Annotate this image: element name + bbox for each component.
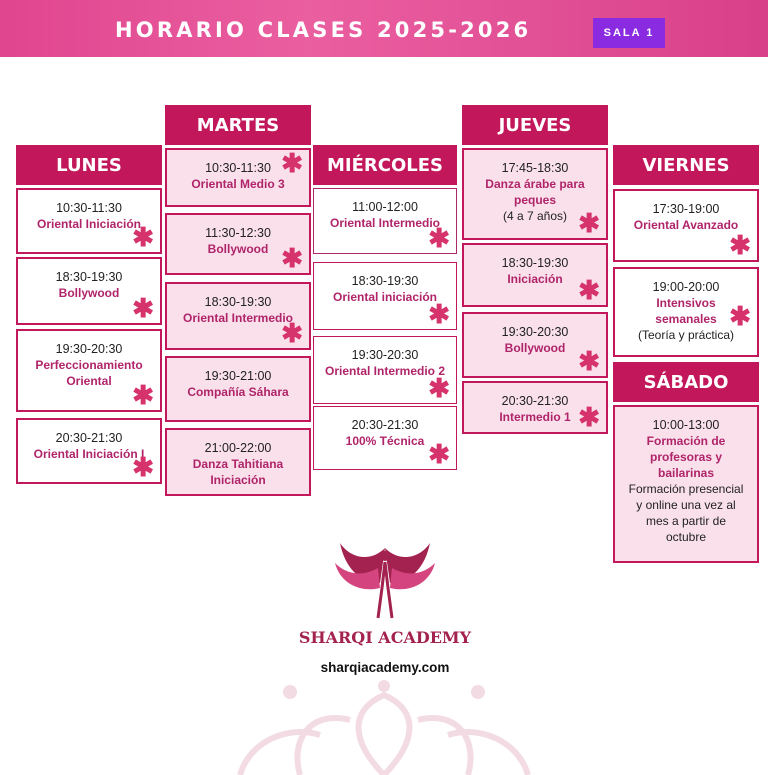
class-card: [462, 243, 608, 307]
class-card: [16, 257, 162, 325]
class-time: 10:00-13:00: [652, 418, 720, 432]
brand-name: SHARQI ACADEMY: [298, 628, 472, 647]
asterisk-star-icon: ✱: [281, 243, 303, 273]
day-header-martes: MARTES: [165, 105, 311, 145]
class-name: 100% Técnica: [345, 434, 425, 448]
asterisk-star-icon: ✱: [729, 230, 751, 260]
day-column-jueves: [462, 105, 608, 145]
class-card: [165, 213, 311, 275]
class-name: Iniciación: [507, 272, 563, 286]
class-card: [613, 189, 759, 262]
asterisk-star-icon: ✱: [281, 318, 303, 348]
room-badge: SALA 1: [593, 18, 665, 48]
asterisk-star-icon: ✱: [578, 402, 600, 432]
class-card: [313, 406, 457, 470]
asterisk-star-icon: ✱: [132, 293, 154, 323]
class-name: Oriental iniciación: [332, 290, 438, 304]
asterisk-star-icon: ✱: [132, 222, 154, 252]
class-name: Bollywood: [207, 242, 269, 256]
day-column-viernes: [613, 145, 759, 185]
class-card: [16, 418, 162, 484]
asterisk-star-icon: ✱: [428, 223, 450, 253]
class-name: Oriental Intermedio: [329, 216, 441, 230]
class-time: 18:30-19:30: [55, 270, 123, 284]
class-time: 19:00-20:00: [652, 280, 720, 294]
class-name: Perfeccionamiento Oriental: [35, 358, 143, 388]
class-time: 18:30-19:30: [501, 256, 569, 270]
asterisk-star-icon: ✱: [428, 373, 450, 403]
asterisk-star-icon: ✱: [281, 148, 303, 178]
class-card: [462, 312, 608, 378]
class-name: Oriental Intermedio 2: [324, 364, 446, 378]
class-card: [16, 329, 162, 412]
class-name: Oriental Iniciación: [36, 217, 142, 231]
class-card: [462, 381, 608, 434]
class-name: Oriental Iniciación I: [33, 447, 145, 461]
class-name: Danza Tahitiana Iniciación: [192, 457, 284, 487]
class-card: [165, 148, 311, 207]
class-card: [313, 188, 457, 254]
class-time: 18:30-19:30: [204, 295, 272, 309]
class-card: [462, 148, 608, 240]
class-card: [313, 336, 457, 404]
class-time: 19:30-20:30: [55, 342, 123, 356]
class-time: 19:30-20:30: [351, 348, 419, 362]
asterisk-star-icon: ✱: [729, 301, 751, 331]
class-card: [16, 188, 162, 254]
day-header-viernes: VIERNES: [613, 145, 759, 185]
page-title: HORARIO CLASES 2025-2026: [115, 18, 532, 42]
website-link[interactable]: sharqiacademy.com: [320, 660, 450, 675]
class-card: [165, 356, 311, 422]
class-time: 20:30-21:30: [501, 394, 569, 408]
day-column-lunes: [16, 145, 162, 185]
class-card: [613, 267, 759, 357]
asterisk-star-icon: ✱: [428, 299, 450, 329]
class-card: [313, 262, 457, 330]
class-time: 20:30-21:30: [55, 431, 123, 445]
class-time: 10:30-11:30: [205, 161, 271, 175]
class-name: Oriental Avanzado: [633, 218, 739, 232]
class-name: Danza árabe para peques: [485, 177, 585, 207]
class-name: Bollywood: [58, 286, 120, 300]
class-name: Oriental Medio 3: [191, 177, 285, 191]
asterisk-star-icon: ✱: [132, 380, 154, 410]
asterisk-star-icon: ✱: [578, 275, 600, 305]
class-time: 11:30-12:30: [205, 226, 271, 240]
class-note: (Teoría y práctica): [637, 328, 735, 342]
day-column-miercoles: [313, 145, 457, 185]
class-name: Compañía Sáhara: [187, 385, 289, 399]
mandala-decoration: [200, 680, 568, 775]
class-name: Intensivos semanales: [655, 296, 717, 326]
day-column-martes: [165, 105, 311, 145]
class-time: 17:30-19:00: [652, 202, 720, 216]
header-banner: [0, 0, 768, 57]
class-note: Formación presencial y online una vez al mes a partir de octubre: [628, 482, 744, 544]
class-time: 19:30-21:00: [204, 369, 272, 383]
class-time: 20:30-21:30: [351, 418, 419, 432]
class-note: (4 a 7 años): [502, 209, 568, 223]
asterisk-star-icon: ✱: [578, 208, 600, 238]
day-header-sabado: SÁBADO: [613, 362, 759, 402]
class-card: [165, 428, 311, 496]
class-card: [613, 405, 759, 563]
class-time: 19:30-20:30: [501, 325, 569, 339]
class-time: 17:45-18:30: [501, 161, 569, 175]
class-name: Bollywood: [504, 341, 566, 355]
class-time: 10:30-11:30: [56, 201, 122, 215]
winged-dancer-logo-icon: [300, 538, 470, 633]
class-name: Intermedio 1: [499, 410, 571, 424]
day-header-miercoles: MIÉRCOLES: [313, 145, 457, 185]
class-time: 18:30-19:30: [351, 274, 419, 288]
class-time: 21:00-22:00: [204, 441, 272, 455]
class-card: [165, 282, 311, 350]
class-name: Oriental Intermedio: [182, 311, 294, 325]
day-column-sabado: [613, 362, 759, 402]
asterisk-star-icon: ✱: [132, 452, 154, 482]
class-name: Formación de profesoras y bailarinas: [646, 434, 726, 480]
class-time: 11:00-12:00: [352, 200, 418, 214]
asterisk-star-icon: ✱: [428, 439, 450, 469]
day-header-lunes: LUNES: [16, 145, 162, 185]
day-header-jueves: JUEVES: [462, 105, 608, 145]
asterisk-star-icon: ✱: [578, 346, 600, 376]
